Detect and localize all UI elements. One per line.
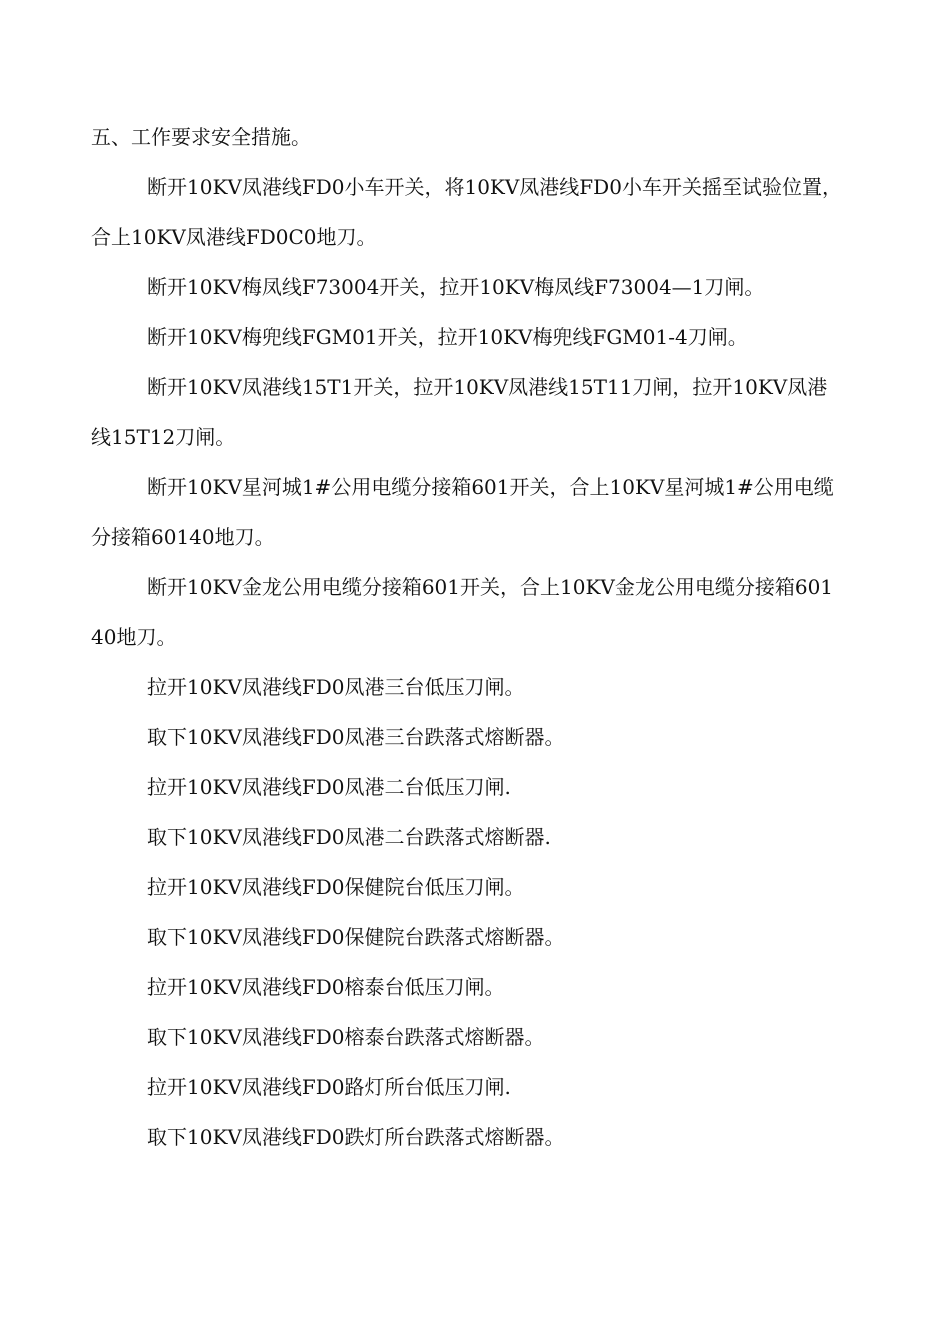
paragraph: 取下10KV凤港线FD0跌灯所台跌落式熔断器。 bbox=[147, 1125, 565, 1149]
paragraph: 拉开10KV凤港线FD0路灯所台低压刀闸. bbox=[147, 1075, 511, 1099]
paragraph: 断开10KV金龙公用电缆分接箱601开关，合上10KV金龙公用电缆分接箱60140地刀。 bbox=[91, 575, 834, 649]
paragraph: 拉开10KV凤港线FD0凤港三台低压刀闸。 bbox=[147, 675, 525, 699]
paragraph: 拉开10KV凤港线FD0保健院台低压刀闸。 bbox=[147, 875, 525, 899]
paragraph: 断开10KV凤港线FD0小车开关，将10KV凤港线FD0小车开关摇至试验位置，合上10KV凤港线FD0C0地刀。 bbox=[91, 175, 842, 249]
paragraph: 断开10KV星河城1#公用电缆分接箱601开关，合上10KV星河城1#公用电缆分接箱60140地刀。 bbox=[91, 475, 834, 549]
paragraph: 断开10KV梅兜线FGM01开关，拉开10KV梅兜线FGM01-4刀闸。 bbox=[147, 325, 748, 349]
paragraph: 断开10KV凤港线15T1开关，拉开10KV凤港线15T11刀闸，拉开10KV凤港线15T12刀闸。 bbox=[91, 375, 828, 449]
paragraph: 拉开10KV凤港线FD0榕泰台低压刀闸。 bbox=[147, 975, 505, 999]
paragraph: 取下10KV凤港线FD0保健院台跌落式熔断器。 bbox=[147, 925, 565, 949]
paragraph: 取下10KV凤港线FD0榕泰台跌落式熔断器。 bbox=[147, 1025, 545, 1049]
paragraph: 断开10KV梅凤线F73004开关，拉开10KV梅凤线F73004—1刀闸。 bbox=[147, 275, 765, 299]
paragraph: 取下10KV凤港线FD0凤港三台跌落式熔断器。 bbox=[147, 725, 565, 749]
section-heading: 五、工作要求安全措施。 bbox=[91, 125, 311, 149]
paragraph: 拉开10KV凤港线FD0凤港二台低压刀闸. bbox=[147, 775, 511, 799]
document-body bbox=[91, 112, 843, 1162]
paragraph: 取下10KV凤港线FD0凤港二台跌落式熔断器. bbox=[147, 825, 551, 849]
